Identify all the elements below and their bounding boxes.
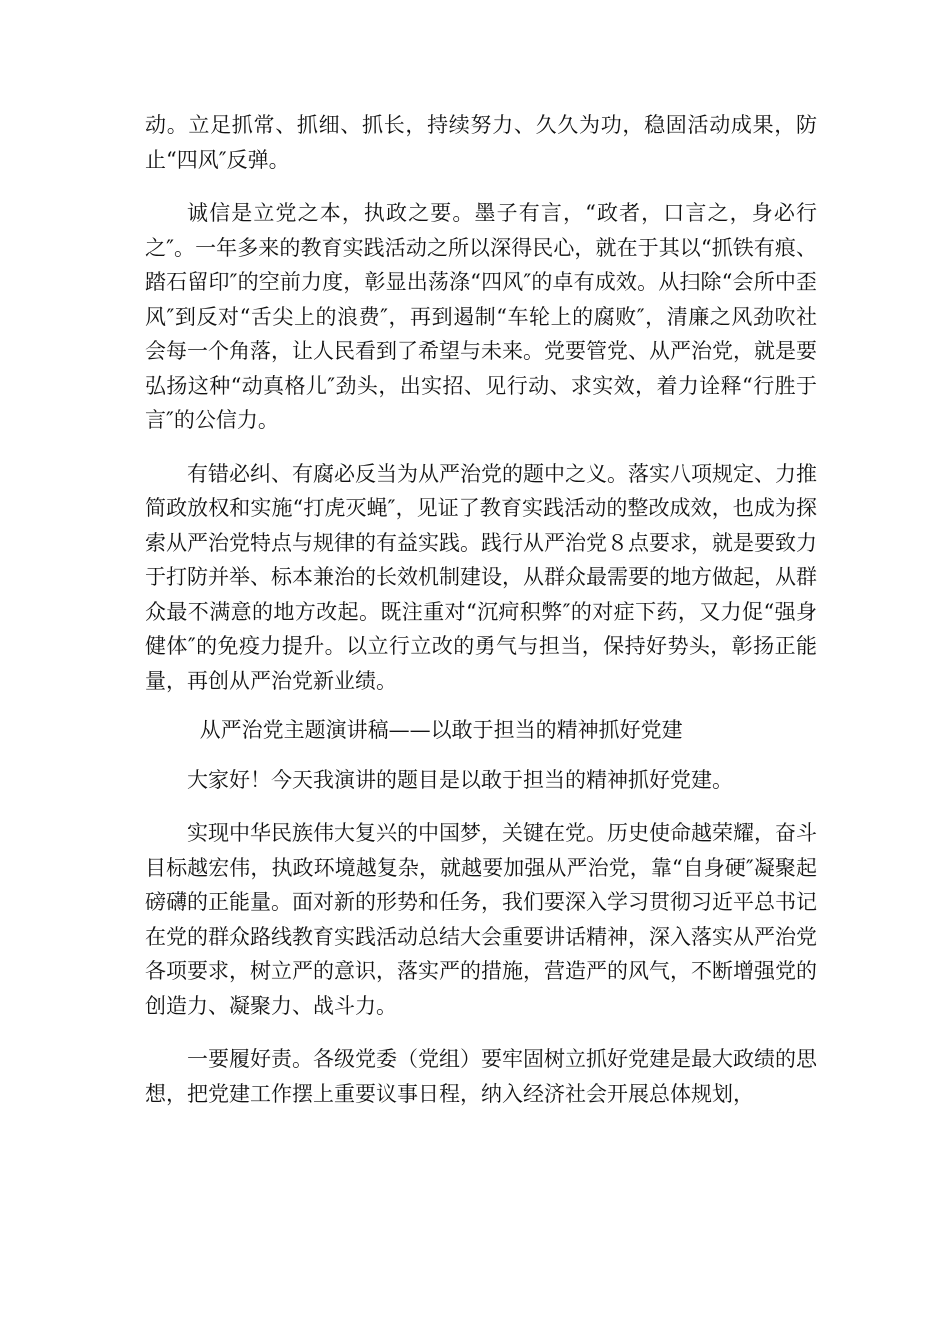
speech-title: 从严治党主题演讲稿——以敢于担当的精神抓好党建: [199, 718, 683, 742]
paragraph-correction: 有错必纠、有腐必反当为从严治党的题中之义。落实八项规定、力推简政放权和实施“打虎灭蝇″，见证了教育实践活动的整改成效，也成为探索从严治党特点与规律的有益实践。践行从严治党８点要求，就是要致力于打防并举、标本兼治的长效机制建设，从群众最需要的地方做起，从群众最不满意的地方改起。既注重对“沉疴积弊″的对症下药，又力促“强身健体″的免疫力提升。以立行立改的勇气与担当，保持好势头，彰扬正能量，再创从严治党新业绩。: [145, 461, 817, 693]
paragraph-china-dream: 实现中华民族伟大复兴的中国梦，关键在党。历史使命越荣耀，奋斗目标越宏伟，执政环境越复杂，就越要加强从严治党，靠“自身硬″凝聚起磅礴的正能量。面对新的形势和任务，我们要深入学习贯彻习近平总书记在党的群众路线教育实践活动总结大会重要讲话精神，深入落实从严治党各项要求，树立严的意识，落实严的措施，营造严的风气，不断增强党的创造力、凝聚力、战斗力。: [145, 821, 817, 1018]
paragraph-greeting: 大家好！今天我演讲的题目是以敢于担当的精神抓好党建。: [187, 767, 733, 792]
paragraph-continuation: 动。立足抓常、抓细、抓长，持续努力、久久为功，稳固活动成果，防止“四风″反弹。: [145, 113, 817, 172]
paragraph-integrity: 诚信是立党之本，执政之要。墨子有言，“政者，口言之，身必行之″。一年多来的教育实践活动之所以深得民心，就在于其以“抓铁有痕、踏石留印″的空前力度，彰显出荡涤“四风″的卓有成效。从扫除“会所中歪风″到反对“舌尖上的浪费″，再到遏制“车轮上的腐败″，清廉之风劲吹社会每一个角落，让人民看到了希望与未来。党要管党、从严治党，就是要弘扬这种“动真格儿″劲头，出实招、见行动、求实效，着力诠释“行胜于言″的公信力。: [145, 201, 817, 432]
paragraph-responsibility: 一要履好责。各级党委（党组）要牢固树立抓好党建是最大政绩的思想，把党建工作摆上重要议事日程，纳入经济社会开展总体规划，: [145, 1047, 817, 1106]
document-body: [145, 108, 817, 1111]
